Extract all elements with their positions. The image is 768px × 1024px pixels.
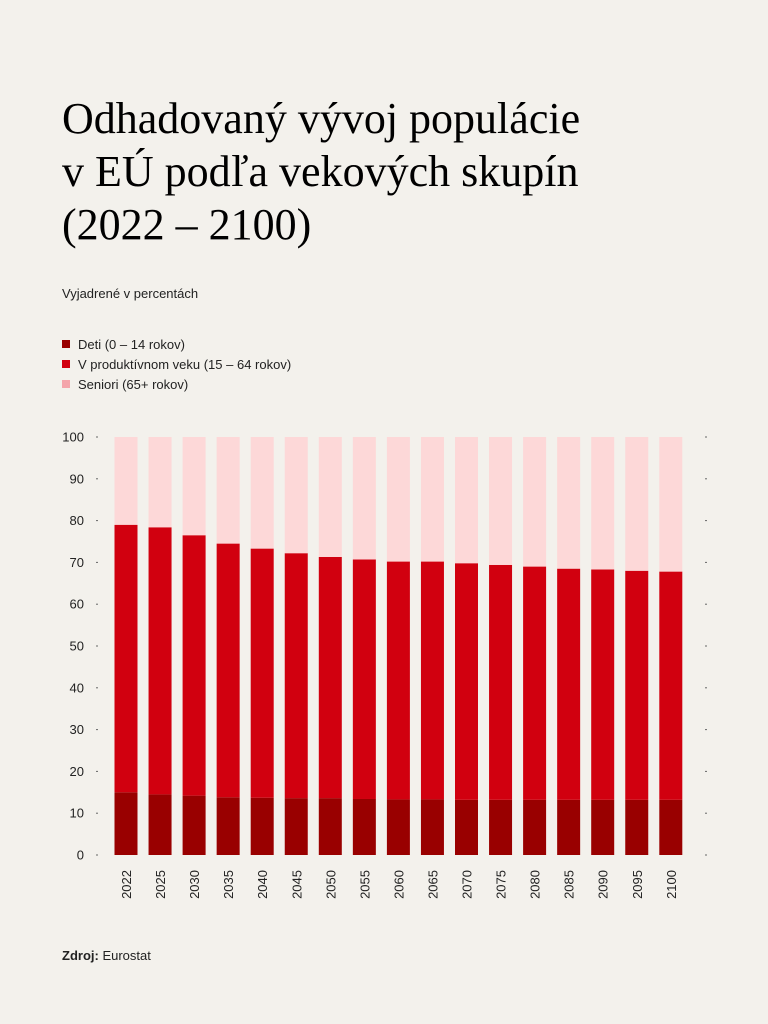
y-tick-label: 20	[69, 763, 84, 779]
y-tick-label: 70	[69, 554, 84, 570]
bar-segment-seniors-2070	[455, 437, 478, 563]
bar-segment-children-2090	[591, 800, 614, 855]
bar-segment-seniors-2040	[251, 437, 274, 549]
bar-segment-children-2030	[183, 796, 206, 855]
legend-item-working-age	[62, 354, 291, 374]
y-tick-mark	[705, 729, 707, 730]
chart-legend	[62, 334, 291, 394]
y-tick-mark	[705, 813, 707, 814]
bar-segment-seniors-2050	[319, 437, 342, 557]
bar-segment-working-age-2100	[659, 572, 682, 800]
bar-segment-working-age-2050	[319, 557, 342, 798]
x-tick-label: 2045	[289, 870, 305, 899]
stacked-bar-chart	[0, 420, 768, 930]
y-tick-mark	[705, 520, 707, 521]
bar-segment-working-age-2040	[251, 549, 274, 798]
bar-segment-working-age-2090	[591, 570, 614, 800]
x-tick-label: 2055	[357, 870, 373, 899]
bar-segment-seniors-2035	[217, 437, 240, 544]
y-tick-label: 10	[69, 805, 84, 821]
legend-swatch	[62, 340, 70, 348]
bar-segment-working-age-2055	[353, 559, 376, 799]
y-tick-mark	[96, 478, 98, 479]
x-tick-label: 2065	[425, 870, 441, 899]
y-tick-label: 0	[76, 847, 84, 863]
bar-segment-children-2022	[115, 792, 138, 855]
x-tick-label: 2060	[391, 870, 407, 899]
bar-segment-working-age-2070	[455, 563, 478, 800]
bar-segment-children-2070	[455, 800, 478, 855]
y-tick-mark	[705, 855, 707, 856]
y-tick-mark	[705, 437, 707, 438]
source-note	[62, 948, 151, 963]
bar-segment-working-age-2025	[149, 527, 172, 794]
y-tick-mark	[96, 437, 98, 438]
bar-segment-children-2065	[421, 799, 444, 855]
bar-segment-children-2050	[319, 798, 342, 855]
x-tick-label: 2080	[527, 870, 543, 899]
bar-segment-seniors-2060	[387, 437, 410, 562]
legend-item-children	[62, 334, 291, 354]
bar-segment-seniors-2100	[659, 437, 682, 572]
bar-segment-children-2100	[659, 800, 682, 855]
chart-title-line: (2022 – 2100)	[62, 200, 312, 249]
bar-segment-children-2045	[285, 798, 308, 855]
legend-label: V produktívnom veku (15 – 64 rokov)	[78, 356, 292, 372]
bar-segment-seniors-2025	[149, 437, 172, 527]
bar-segment-working-age-2030	[183, 535, 206, 795]
y-tick-mark	[705, 604, 707, 605]
x-tick-label: 2070	[459, 870, 475, 899]
bar-segment-working-age-2060	[387, 562, 410, 800]
x-tick-label: 2025	[153, 870, 169, 899]
bar-segment-children-2040	[251, 798, 274, 855]
bar-segment-children-2085	[557, 800, 580, 855]
bar-segment-working-age-2080	[523, 567, 546, 800]
y-tick-mark	[96, 771, 98, 772]
legend-label: Deti (0 – 14 rokov)	[78, 336, 185, 352]
legend-swatch	[62, 380, 70, 388]
y-tick-mark	[705, 771, 707, 772]
bar-segment-seniors-2030	[183, 437, 206, 535]
bar-segment-seniors-2055	[353, 437, 376, 559]
source-value: Eurostat	[98, 948, 151, 963]
legend-label: Seniori (65+ rokov)	[78, 376, 189, 392]
y-tick-mark	[96, 855, 98, 856]
chart-title-line: Odhadovaný vývoj populácie	[62, 94, 581, 143]
y-tick-label: 40	[69, 680, 84, 696]
bar-segment-seniors-2065	[421, 437, 444, 562]
bar-segment-seniors-2095	[625, 437, 648, 571]
y-tick-mark	[705, 646, 707, 647]
x-tick-label: 2075	[493, 870, 509, 899]
x-tick-label: 2030	[187, 870, 203, 899]
y-tick-mark	[96, 520, 98, 521]
bar-segment-working-age-2085	[557, 569, 580, 800]
source-label: Zdroj:	[62, 948, 99, 963]
bar-segment-children-2055	[353, 799, 376, 855]
y-tick-mark	[96, 562, 98, 563]
legend-swatch	[62, 360, 70, 368]
bar-segment-working-age-2035	[217, 544, 240, 798]
legend-item-seniors	[62, 374, 291, 394]
bar-segment-working-age-2075	[489, 565, 512, 800]
x-tick-label: 2050	[323, 870, 339, 899]
chart-title	[62, 92, 722, 251]
bar-segment-working-age-2065	[421, 562, 444, 800]
y-tick-mark	[705, 478, 707, 479]
x-tick-label: 2085	[561, 870, 577, 899]
x-tick-label: 2040	[255, 870, 271, 899]
bar-segment-seniors-2085	[557, 437, 580, 569]
y-tick-mark	[96, 729, 98, 730]
y-tick-label: 30	[69, 722, 84, 738]
bar-segment-seniors-2045	[285, 437, 308, 553]
bar-segment-seniors-2075	[489, 437, 512, 565]
bar-segment-working-age-2095	[625, 571, 648, 800]
chart-title-line: v EÚ podľa vekových skupín	[62, 147, 579, 196]
y-tick-mark	[705, 687, 707, 688]
bar-segment-children-2025	[149, 794, 172, 855]
bar-segment-children-2080	[523, 800, 546, 855]
bar-segment-seniors-2022	[115, 437, 138, 525]
x-tick-label: 2100	[663, 870, 679, 899]
x-tick-label: 2022	[119, 870, 134, 899]
y-tick-label: 60	[69, 596, 84, 612]
bar-segment-working-age-2045	[285, 553, 308, 798]
x-tick-label: 2090	[595, 870, 611, 899]
bar-segment-working-age-2022	[115, 525, 138, 793]
y-tick-label: 100	[62, 429, 84, 445]
y-tick-mark	[96, 646, 98, 647]
chart-subtitle: Vyjadrené v percentách	[62, 286, 199, 301]
y-tick-mark	[96, 687, 98, 688]
bar-segment-seniors-2090	[591, 437, 614, 570]
bar-segment-children-2095	[625, 800, 648, 855]
y-tick-mark	[96, 604, 98, 605]
y-tick-label: 50	[69, 638, 84, 654]
bar-segment-children-2035	[217, 797, 240, 855]
bar-segment-children-2060	[387, 799, 410, 855]
x-tick-label: 2035	[221, 870, 237, 899]
y-tick-label: 80	[69, 513, 84, 529]
bar-segment-children-2075	[489, 800, 512, 855]
y-tick-mark	[705, 562, 707, 563]
y-tick-mark	[96, 813, 98, 814]
y-tick-label: 90	[69, 471, 84, 487]
x-tick-label: 2095	[629, 870, 645, 899]
bar-segment-seniors-2080	[523, 437, 546, 567]
